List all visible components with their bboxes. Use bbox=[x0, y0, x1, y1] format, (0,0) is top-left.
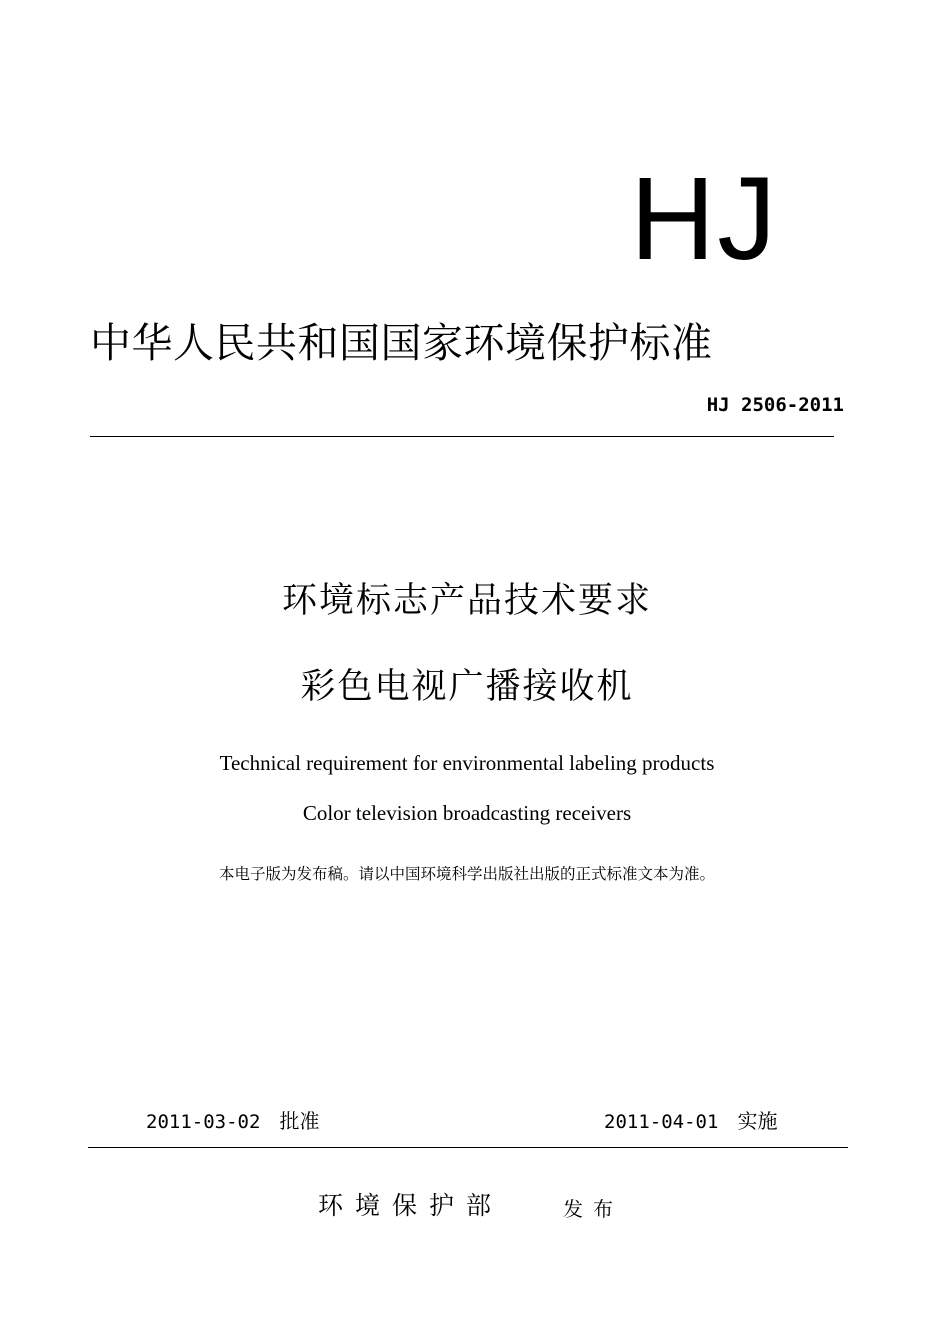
issuing-authority: 环境保护部 bbox=[318, 1191, 504, 1220]
english-title-line-1: Technical requirement for environmental labeling products bbox=[219, 751, 715, 775]
electronic-version-note: 本电子版为发布稿。请以中国环境科学出版社出版的正式标准文本为准。 bbox=[218, 865, 715, 883]
approval-label: 批准 bbox=[279, 1109, 320, 1133]
standard-number: HJ 2506-2011 bbox=[706, 394, 844, 416]
bottom-divider bbox=[88, 1147, 848, 1148]
english-title-line-2: Color television broadcasting receivers bbox=[302, 801, 632, 825]
title-line-2: 彩色电视广播接收机 bbox=[300, 667, 634, 707]
hj-logo: HJ bbox=[630, 153, 779, 285]
top-divider bbox=[90, 436, 834, 437]
publish-label: 发布 bbox=[563, 1197, 623, 1221]
approval-date: 2011-03-02 bbox=[146, 1111, 261, 1133]
title-line-1: 环境标志产品技术要求 bbox=[281, 581, 652, 621]
effective-date-block bbox=[604, 1108, 777, 1135]
approval-date-block bbox=[146, 1108, 319, 1135]
effective-label: 实施 bbox=[737, 1109, 778, 1133]
effective-date: 2011-04-01 bbox=[604, 1111, 719, 1133]
standard-category: 中华人民共和国国家环境保护标准 bbox=[90, 319, 713, 367]
